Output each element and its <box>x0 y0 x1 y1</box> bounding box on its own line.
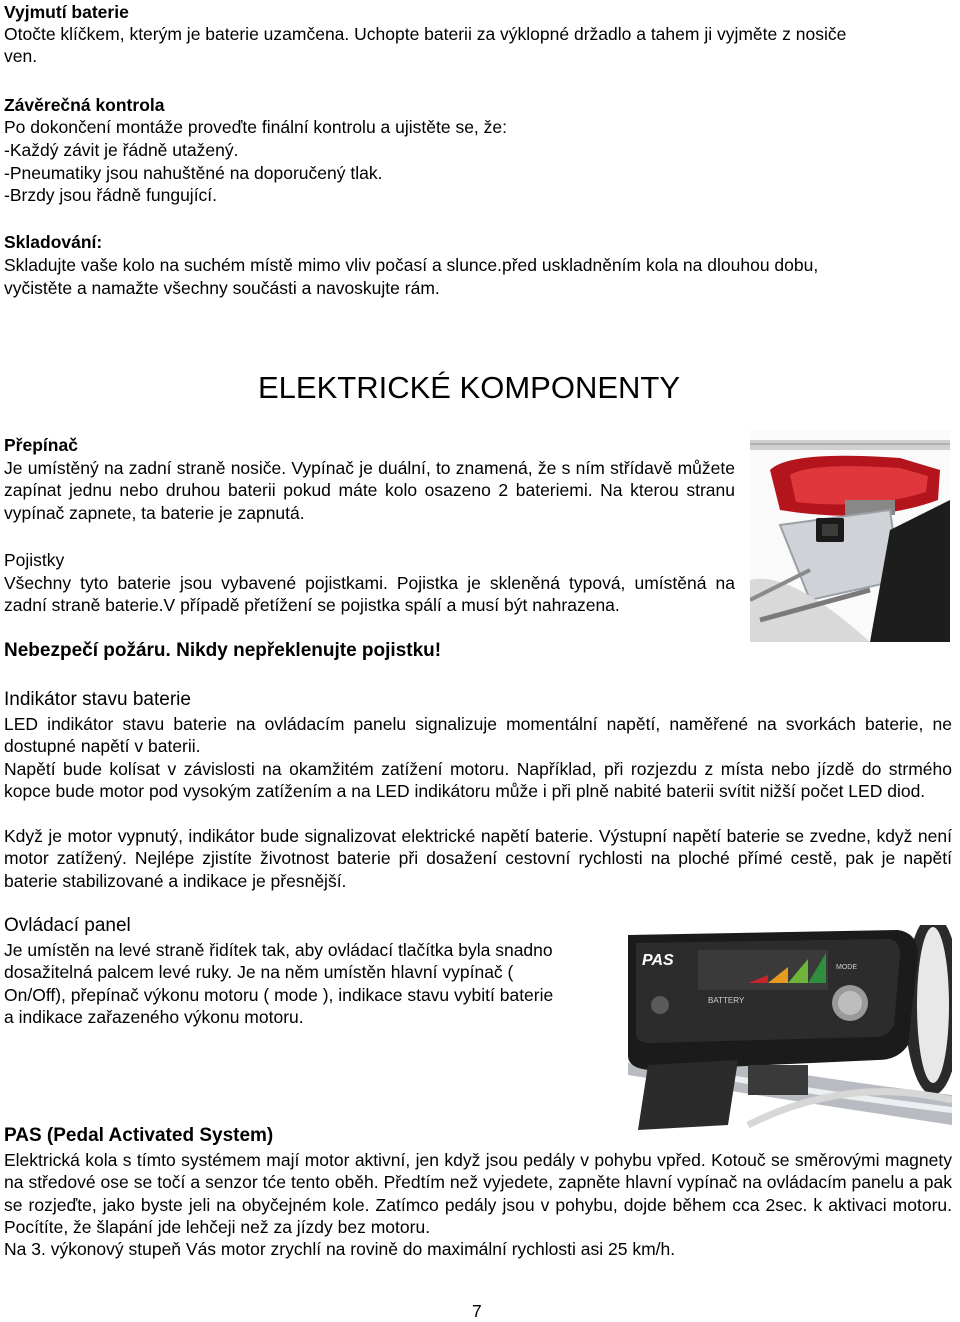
control-panel-heading: Ovládací panel <box>4 915 131 936</box>
pas-last-line: Na 3. výkonový stupeň Vás motor zrychlí na rovině do maximální rychlosti asi 25 km/h. <box>4 1239 676 1259</box>
final-check-line: -Pneumatiky jsou nahuštěné na doporučený tlak. <box>4 163 383 183</box>
storage-line: Skladujte vaše kolo na suchém místě mimo vliv počasí a slunce.před uskladněním kola na dlouhou dobu, <box>4 255 819 275</box>
storage-line: vyčistěte a namažte všechny součásti a navoskujte rám. <box>4 278 440 298</box>
rear-switch-photo <box>750 430 950 642</box>
page-number: 7 <box>472 1301 482 1321</box>
rear-switch-illustration <box>750 430 950 642</box>
switch-text: Je umístěný na zadní straně nosiče. Vypínač je duální, to znamená, že s ním střídavě můžete zapínat jednu nebo druhou baterii pokud máte kolo osazeno 2 bateriemi. Na kterou stranu vypínač zapnete, ta baterie je zapnutá. <box>4 458 735 523</box>
fuses-heading: Pojistky <box>4 550 65 570</box>
control-panel-illustration <box>628 925 952 1135</box>
control-panel-photo <box>628 925 952 1135</box>
panel-brand-label: PAS <box>642 952 674 969</box>
final-check-line: Po dokončení montáže proveďte finální kontrolu a ujistěte se, že: <box>4 117 507 137</box>
removal-line: ven. <box>4 46 38 66</box>
control-panel-line: Je umístěn na levé straně řidítek tak, aby ovládací tlačítka byla snadno <box>4 940 553 960</box>
fuses-text: Všechny tyto baterie jsou vybavené pojistkami. Pojistka je skleněná typová, umístěná na zadní straně baterie.V případě přetížení se pojistka spálí a musí být nahrazena. <box>4 573 735 616</box>
fuses-warning: Nebezpečí požáru. Nikdy nepřeklenujte pojistku! <box>4 640 442 661</box>
switch-heading: Přepínač <box>4 435 78 455</box>
indicator-paragraph: Napětí bude kolísat v závislosti na okamžitém zatížení motoru. Například, při rozjezdu z místa nebo jízdě do strmého kopce bude motor pod vysokým zatížením a na LED indikátoru může i při plně nabité baterii svítit nižší počet LED diod. <box>4 759 952 802</box>
final-check-heading: Závěrečná kontrola <box>4 95 165 115</box>
panel-battery-label: BATTERY <box>708 996 745 1005</box>
storage-heading: Skladování: <box>4 232 103 252</box>
final-check-line: -Každý závit je řádně utažený. <box>4 140 239 160</box>
indicator-heading: Indikátor stavu baterie <box>4 689 191 710</box>
indicator-paragraph: LED indikátor stavu baterie na ovládacím panelu signalizuje momentální napětí, naměřené na svorkách baterie, ne dostupné napětí v baterii. <box>4 714 952 757</box>
section-title: ELEKTRICKÉ KOMPONENTY <box>258 370 681 405</box>
panel-mode-label: MODE <box>836 964 857 971</box>
control-panel-line: On/Off), přepínač výkonu motoru ( mode ), indikace stavu vybití baterie <box>4 985 554 1005</box>
control-panel-line: a indikace zařazeného výkonu motoru. <box>4 1007 304 1027</box>
pas-heading: PAS (Pedal Activated System) <box>4 1125 274 1146</box>
final-check-line: -Brzdy jsou řádně fungující. <box>4 185 218 205</box>
indicator-paragraph: Když je motor vypnutý, indikátor bude signalizovat elektrické napětí baterie. Výstupní napětí baterie se zvedne, když není motor zatížený. Nejlépe zjistíte životnost baterie při dosažení cestovní rychlosti na ploché přímé cestě, pak je napětí baterie stabilizované a indikace je přesnější. <box>4 826 952 891</box>
control-panel-line: dosažitelná palcem levé ruky. Je na něm umístěn hlavní vypínač ( <box>4 962 514 982</box>
pas-text: Elektrická kola s tímto systémem mají motor aktivní, jen když jsou pedály v pohybu vpřed. Kotouč se směrovými magnety na středové ose se točí a senzor tće tento oběh. Předtím než vyjedete, zapněte hlavní vypínač na ovládacím panelu a pak se rozjeďte, jako byste jeli na obyčejném kole. Zatímco pedály jsou v pohybu, dojde během cca 2sec. k aktivaci motoru. Pocítíte, že šlapání jde lehčeji než za jízdy bez motoru. <box>4 1150 952 1237</box>
removal-line: Otočte klíčkem, kterým je baterie uzamčena. Uchopte baterii za výklopné držadlo a tahem ji vyjměte z nosiče <box>4 24 847 44</box>
removal-heading: Vyjmutí baterie <box>4 2 129 22</box>
